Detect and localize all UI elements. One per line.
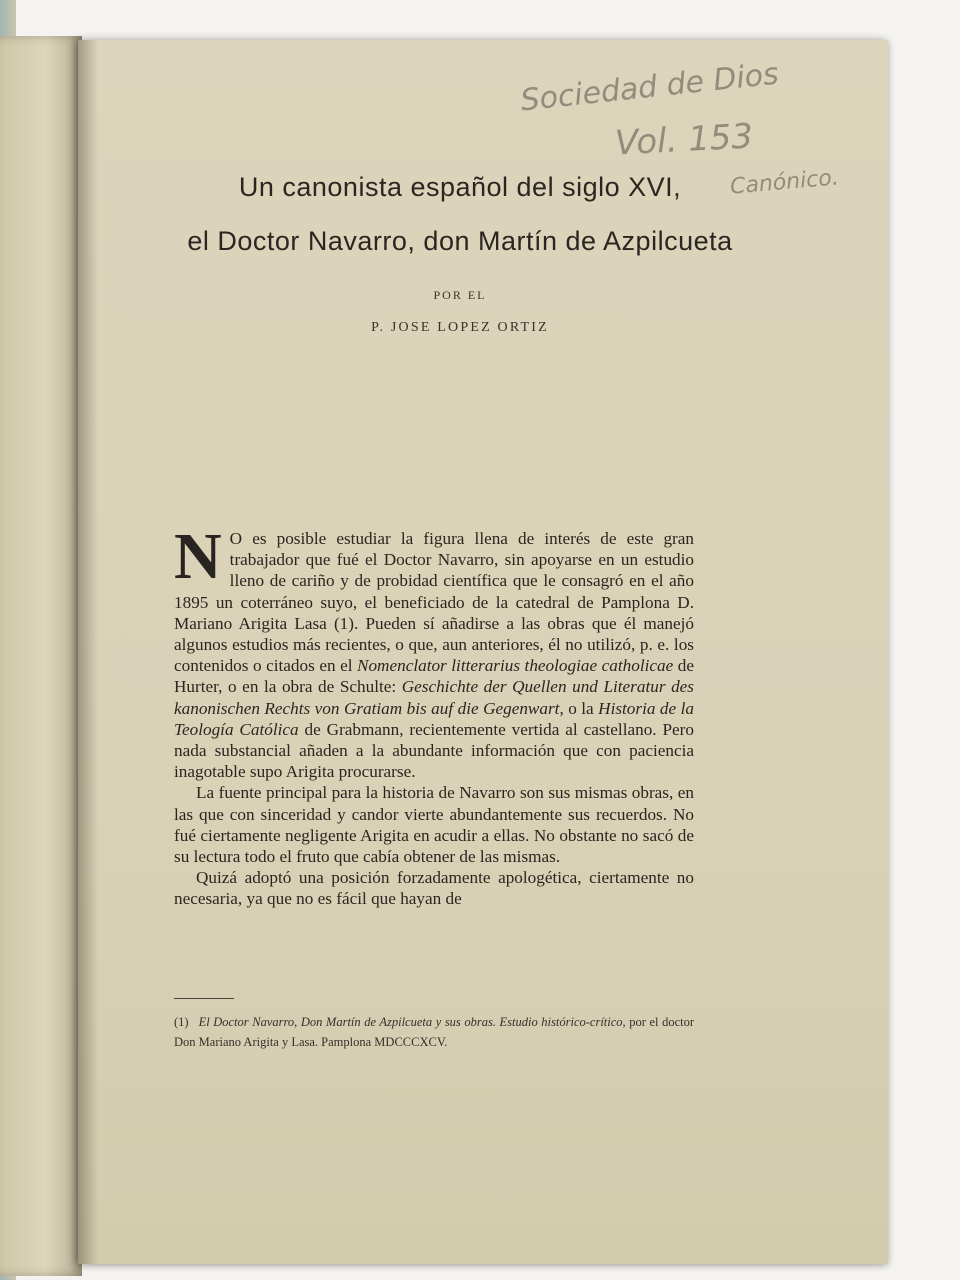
handwritten-note-1: Sociedad de Dios — [518, 56, 781, 119]
footnote-rest: por el doctor Don Mariano Arigita y Lasa. Pamplona MDCCCXCV. — [174, 1015, 694, 1049]
paragraph-1-tail: de Grabmann, recientemente vertida al castellano. Pero nada substancial añaden a la abundante información que con paciencia inagotable supo Arigita procurarse. — [174, 719, 694, 782]
footnote-title: El Doctor Navarro, Don Martín de Azpilcueta y sus obras. Estudio histórico-crítico, — [198, 1015, 626, 1029]
byline-label: POR EL — [433, 288, 487, 302]
paragraph-1-mid1: de Hurter, o en la obra de Schulte: — [174, 656, 694, 697]
paragraph-2: La fuente principal para la historia de Navarro son sus mismas obras, en las que con sinceridad y candor vierte abundantemente sus recuerdos. No fué ciertamente negligente Arigita en acudir a ellas. No obstante no sacó de su lectura todo el fruto que cabía obtener de las mismas. — [174, 783, 694, 867]
cited-work-nomenclator: Nomenclator litterarius theologiae catholicae — [357, 656, 674, 676]
author-name: P. JOSE LOPEZ ORTIZ — [371, 320, 549, 335]
handwritten-note-2: Vol. 153 — [614, 116, 754, 164]
cited-work-historia: Historia de la Teología Católica — [174, 698, 694, 739]
title-line-1: Un canonista español del siglo XVI, — [238, 172, 682, 202]
cited-work-geschichte: Geschichte der Quellen und Literatur des kanonischen Rechts von Gratiam bis auf die Gegenwart — [174, 677, 694, 718]
drop-cap: N — [174, 520, 222, 593]
paragraph-1-mid2: , o la — [559, 698, 599, 718]
footnote-rule — [174, 998, 234, 999]
paragraph-1 — [174, 520, 694, 782]
article-body — [174, 520, 694, 910]
handwritten-note-3: Canónico. — [729, 165, 840, 200]
footnote-mark: (1) — [174, 1015, 189, 1029]
paragraph-3: Quizá adoptó una posición forzadamente apologética, ciertamente no necesaria, ya que no es fácil que hayan de — [174, 868, 694, 909]
footnote — [174, 1012, 694, 1052]
title-line-2: el Doctor Navarro, don Martín de Azpilcueta — [187, 226, 733, 256]
paragraph-1-lead: O es posible estudiar la figura llena de interés de este gran trabajador que fué el Doctor Navarro, sin apoyarse en un estudio lleno de cariño y de probidad científica que le consagró en el año 1895 un coterráneo suyo, el beneficiado de la catedral de Pamplona D. Mariano Arigita Lasa (1). Pueden sí añadirse a las obras que él manejó algunos estudios más recientes, o que, aun anteriores, él no utilizó, p. e. los contenidos o citados en el — [174, 529, 694, 676]
page-gutter-shadow — [78, 40, 98, 1264]
facing-page — [0, 36, 82, 1276]
